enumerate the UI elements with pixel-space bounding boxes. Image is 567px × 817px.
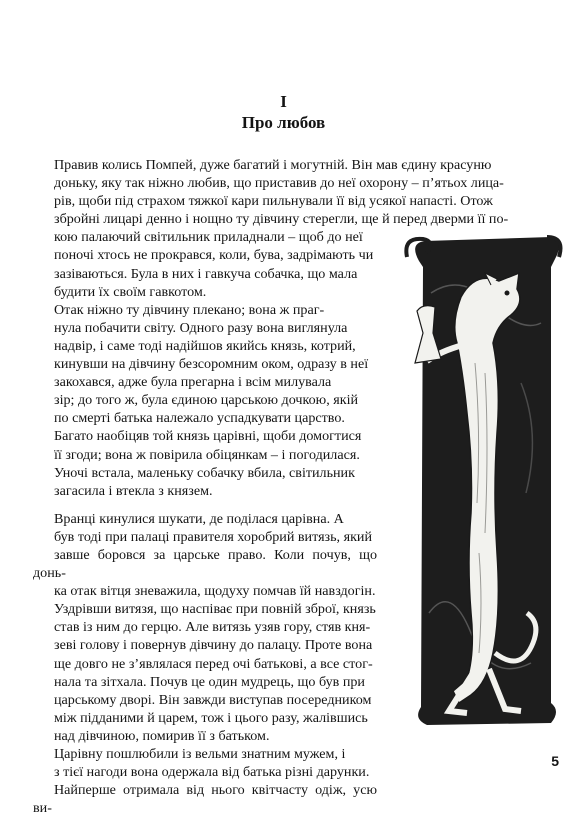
text-line: між підданими й царем, тож і цього разу, жалівшись bbox=[54, 709, 368, 726]
text-line: загасила і втекла з князем. bbox=[54, 482, 213, 499]
text-line: над дівчиною, помирив її з батьком. bbox=[54, 727, 270, 744]
text-line: її згоди; вона ж повірила обіцянкам – і погодилася. bbox=[54, 446, 360, 463]
text-line: зір; до того ж, була єдиною царською дочкою, якій bbox=[54, 392, 359, 409]
text-line: ще довго не з’являлася перед очі батькові, а все стог- bbox=[54, 655, 373, 672]
text-line: зазіваються. Була в них і гавкуча собачка, що мала bbox=[54, 265, 358, 282]
text-line: доньку, яку так ніжно любив, що приставив до неї охорону – п’ятьох лица- bbox=[54, 175, 504, 192]
text-line: Уздрівши витязя, що наспіває при повній зброї, князь bbox=[54, 601, 376, 618]
text-line: завше боровся за царське право. Коли почув, що донь- bbox=[33, 546, 377, 582]
text-line: Уночі встала, маленьку собачку вбила, світильник bbox=[54, 464, 355, 481]
text-line: став із ним до герцю. Але витязь узяв гору, стяв кня- bbox=[54, 619, 371, 636]
text-line: закохався, адже була прегарна і всім милувала bbox=[54, 374, 332, 391]
text-line: Найперше отримала від нього квітчасту одіж, усю ви- bbox=[33, 782, 377, 817]
text-line: нула побачити світу. Одного разу вона виглянула bbox=[54, 319, 348, 336]
text-line: поночі хтось не прокрався, коли, бува, задрімають чи bbox=[54, 247, 374, 264]
page-number: 5 bbox=[551, 753, 559, 769]
text-line: зеві голову і повернув дівчину до палацу. Проте вона bbox=[54, 637, 373, 654]
chapter-heading bbox=[0, 92, 567, 134]
text-line: Багато наобіцяв той князь царівні, щоби домогтися bbox=[54, 428, 362, 445]
text-line: збройні лицарі денно і нощно ту дівчину стерегли, ще й перед дверми її по- bbox=[54, 211, 509, 228]
paragraph bbox=[33, 745, 563, 817]
text-line: був тоді при палаці правителя хоробрий витязь, який bbox=[54, 528, 373, 545]
text-line: кою палаючий світильник приладнали – щоб до неї bbox=[54, 229, 363, 246]
text-line: з тієї нагоди вона одержала від батька різні дарунки. bbox=[54, 764, 370, 781]
text-line: Правив колись Помпей, дуже багатий і могутній. Він мав єдину красуню bbox=[54, 157, 492, 173]
text-line: ка отак вітця зневажила, щодуху помчав їй навздогін. bbox=[54, 583, 376, 600]
text-line: будити їх своїм гавкотом. bbox=[54, 283, 207, 300]
chapter-number: I bbox=[280, 92, 287, 111]
text-line: по смерті батька належало успадкувати царство. bbox=[54, 410, 345, 427]
text-line: нала та зітхала. Почув це один мудрець, що був при bbox=[54, 673, 365, 690]
illuminated-initial-illustration bbox=[401, 233, 565, 730]
text-line: рів, щоби під страхом тяжкої кари пильнували її від усякої напасті. Отож bbox=[54, 193, 493, 210]
text-line: Вранці кинулися шукати, де поділася царівна. А bbox=[54, 510, 344, 527]
text-line: Царівну пошлюбили із вельми знатним мужем, і bbox=[54, 746, 346, 762]
text-line: царському дворі. Він завжди виступав посередником bbox=[54, 691, 372, 708]
text-line: надвір, і саме тоді надійшов якийсь князь, котрий, bbox=[54, 337, 356, 354]
text-line: кинувши на дівчину безсоромним оком, одразу в неї bbox=[54, 356, 369, 373]
text-line: Отак ніжно ту дівчину плекано; вона ж праг- bbox=[54, 301, 325, 318]
chapter-title: Про любов bbox=[241, 113, 326, 132]
